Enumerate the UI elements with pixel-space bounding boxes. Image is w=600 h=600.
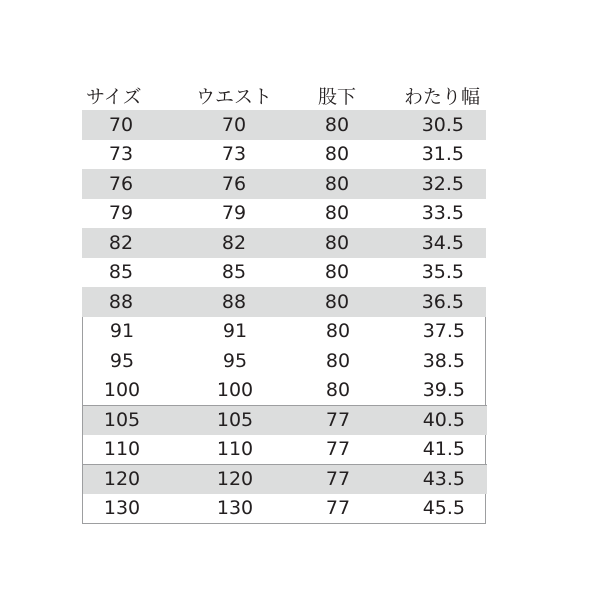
table-row [82, 287, 486, 317]
table-group-large [82, 317, 486, 525]
header-thigh-width: わたり幅 [403, 85, 480, 108]
table-row [83, 317, 487, 347]
table-row [83, 435, 487, 465]
header-size: サイズ [86, 85, 142, 108]
cell-inseam: 77 [325, 438, 351, 461]
cell-waist: 76 [221, 172, 247, 195]
cell-size: 73 [108, 143, 134, 166]
cell-waist: 70 [221, 113, 247, 136]
cell-size: 70 [108, 113, 134, 136]
size-table [82, 80, 486, 524]
cell-waist: 110 [216, 438, 254, 461]
table-row [82, 199, 486, 229]
table-header-row [82, 80, 486, 110]
cell-size: 85 [108, 261, 134, 284]
cell-size: 79 [108, 202, 134, 225]
cell-waist: 105 [216, 409, 254, 432]
cell-size: 105 [103, 409, 141, 432]
cell-inseam: 77 [325, 497, 351, 520]
cell-inseam: 80 [325, 320, 351, 343]
cell-size: 130 [103, 497, 141, 520]
table-row [83, 405, 487, 435]
cell-thigh-width: 35.5 [421, 261, 464, 284]
cell-inseam: 77 [325, 468, 351, 491]
cell-thigh-width: 39.5 [422, 379, 465, 402]
cell-size: 110 [103, 438, 141, 461]
table-row [83, 346, 487, 376]
cell-inseam: 80 [324, 172, 350, 195]
cell-thigh-width: 34.5 [421, 231, 464, 254]
cell-size: 76 [108, 172, 134, 195]
cell-thigh-width: 31.5 [421, 143, 464, 166]
cell-size: 91 [109, 320, 135, 343]
header-waist: ウエスト [195, 85, 272, 108]
cell-size: 120 [103, 468, 141, 491]
cell-thigh-width: 36.5 [421, 290, 464, 313]
cell-inseam: 80 [325, 349, 351, 372]
table-row [82, 140, 486, 170]
cell-size: 95 [109, 349, 135, 372]
cell-thigh-width: 43.5 [422, 468, 465, 491]
cell-waist: 79 [221, 202, 247, 225]
cell-size: 82 [108, 231, 134, 254]
cell-thigh-width: 38.5 [422, 349, 465, 372]
cell-inseam: 80 [324, 113, 350, 136]
cell-thigh-width: 41.5 [422, 438, 465, 461]
cell-size: 88 [108, 290, 134, 313]
cell-thigh-width: 45.5 [422, 497, 465, 520]
cell-inseam: 80 [324, 202, 350, 225]
cell-waist: 73 [221, 143, 247, 166]
cell-thigh-width: 30.5 [421, 113, 464, 136]
cell-thigh-width: 37.5 [422, 320, 465, 343]
cell-waist: 120 [216, 468, 254, 491]
cell-waist: 82 [221, 231, 247, 254]
cell-thigh-width: 40.5 [422, 409, 465, 432]
table-row [83, 464, 487, 494]
table-row [83, 494, 487, 524]
cell-waist: 91 [222, 320, 248, 343]
cell-waist: 100 [216, 379, 254, 402]
cell-inseam: 80 [324, 231, 350, 254]
cell-inseam: 80 [324, 261, 350, 284]
cell-waist: 88 [221, 290, 247, 313]
table-row [82, 110, 486, 140]
cell-thigh-width: 33.5 [421, 202, 464, 225]
cell-waist: 130 [216, 497, 254, 520]
cell-inseam: 80 [325, 379, 351, 402]
cell-inseam: 80 [324, 290, 350, 313]
table-row [83, 376, 487, 406]
cell-inseam: 80 [324, 143, 350, 166]
table-group-standard [82, 110, 486, 317]
table-row [82, 169, 486, 199]
table-row [82, 228, 486, 258]
cell-waist: 85 [221, 261, 247, 284]
table-row [82, 258, 486, 288]
cell-thigh-width: 32.5 [421, 172, 464, 195]
cell-size: 100 [103, 379, 141, 402]
cell-waist: 95 [222, 349, 248, 372]
cell-inseam: 77 [325, 409, 351, 432]
header-inseam: 股下 [317, 85, 356, 108]
